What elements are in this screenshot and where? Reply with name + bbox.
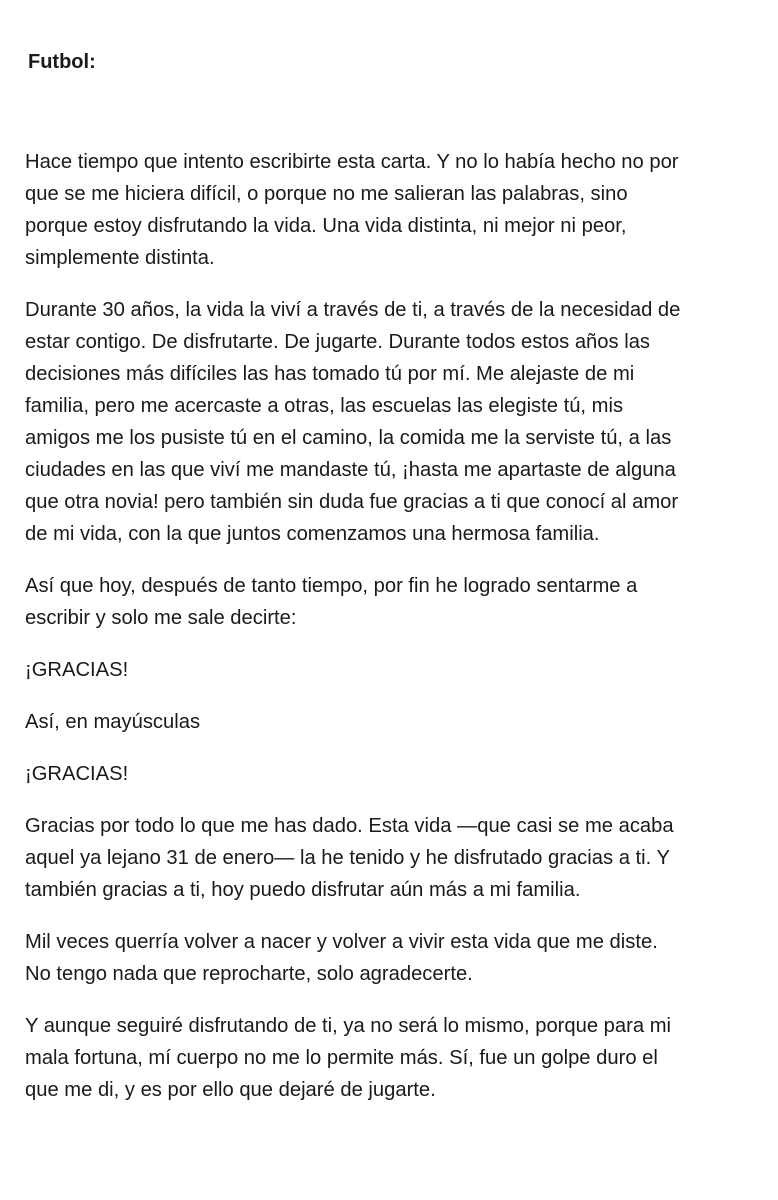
text-line: que me di, y es por ello que dejaré de jugarte. xyxy=(25,1079,436,1101)
text-line: escribir y solo me sale decirte: xyxy=(25,607,297,629)
text-line: familia, pero me acercaste a otras, las escuelas las elegiste tú, mis xyxy=(25,395,624,417)
letter-body xyxy=(25,146,765,1126)
paragraph-farewell xyxy=(25,1010,765,1106)
text-line: simplemente distinta. xyxy=(25,247,215,269)
text-line: Mil veces querría volver a nacer y volver a vivir esta vida que me diste. xyxy=(25,931,658,953)
text-line: decisiones más difíciles las has tomado tú por mí. Me alejaste de mi xyxy=(25,363,635,385)
text-line: de mi vida, con la que juntos comenzamos una hermosa familia. xyxy=(25,523,600,545)
paragraph-today xyxy=(25,570,765,634)
text-line: Y aunque seguiré disfrutando de ti, ya no será lo mismo, porque para mi xyxy=(25,1015,671,1037)
letter-title: Futbol: xyxy=(28,51,96,73)
text-line: que se me hiciera difícil, o porque no me salieran las palabras, sino xyxy=(25,183,628,205)
text-line: amigos me los pusiste tú en el camino, la comida me la serviste tú, a las xyxy=(25,427,672,449)
text-line: mala fortuna, mí cuerpo no me lo permite más. Sí, fue un golpe duro el xyxy=(25,1047,658,1069)
text-line: Durante 30 años, la vida la viví a través de ti, a través de la necesidad de xyxy=(25,299,681,321)
text-line: ¡GRACIAS! xyxy=(25,763,129,785)
text-line: Gracias por todo lo que me has dado. Esta vida —que casi se me acaba xyxy=(25,815,674,837)
text-line: ciudades en las que viví me mandaste tú, ¡hasta me apartaste de alguna xyxy=(25,459,676,481)
text-line: Hace tiempo que intento escribirte esta carta. Y no lo había hecho no por xyxy=(25,151,679,173)
text-line: No tengo nada que reprocharte, solo agradecerte. xyxy=(25,963,473,985)
paragraph-thirty-years xyxy=(25,294,765,550)
paragraph-gracias-first xyxy=(25,654,765,686)
text-line: aquel ya lejano 31 de enero— la he tenido y he disfrutado gracias a ti. Y xyxy=(25,847,670,869)
text-line: ¡GRACIAS! xyxy=(25,659,129,681)
text-line: estar contigo. De disfrutarte. De jugarte. Durante todos estos años las xyxy=(25,331,651,353)
text-line: Así que hoy, después de tanto tiempo, por fin he logrado sentarme a xyxy=(25,575,638,597)
paragraph-intro xyxy=(25,146,765,274)
paragraph-mil-veces xyxy=(25,926,765,990)
paragraph-mayusculas xyxy=(25,706,765,738)
text-line: porque estoy disfrutando la vida. Una vida distinta, ni mejor ni peor, xyxy=(25,215,627,237)
text-line: que otra novia! pero también sin duda fue gracias a ti que conocí al amor xyxy=(25,491,679,513)
paragraph-gratitude xyxy=(25,810,765,906)
paragraph-gracias-second xyxy=(25,758,765,790)
text-line: Así, en mayúsculas xyxy=(25,711,201,733)
text-line: también gracias a ti, hoy puedo disfrutar aún más a mi familia. xyxy=(25,879,581,901)
